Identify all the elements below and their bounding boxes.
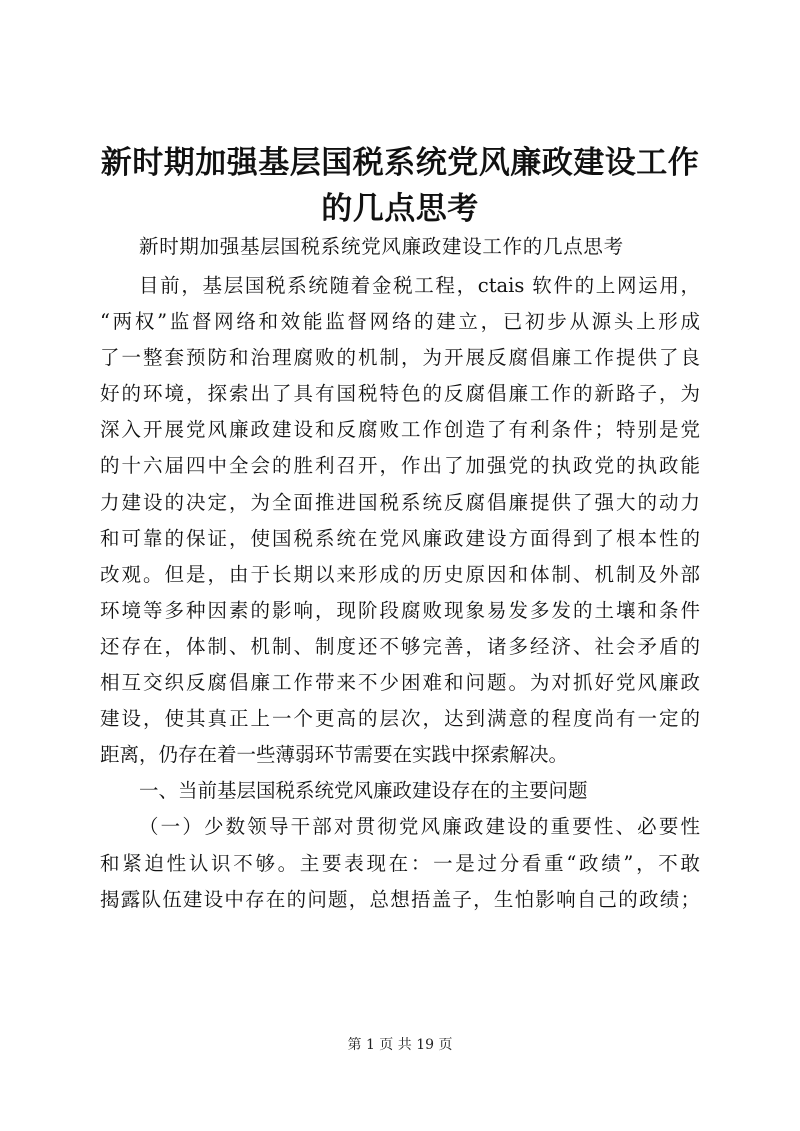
body-line: 环境等多种因素的影响，现阶段腐败现象易发多发的土壤和条件	[100, 598, 700, 622]
body-line: 的十六届四中全会的胜利召开，作出了加强党的执政党的执政能	[100, 454, 700, 478]
body-line: 和紧迫性认识不够。主要表现在：一是过分看重“政绩”，不敢	[100, 851, 700, 875]
body-line: 距离，仍存在着一些薄弱环节需要在实践中探索解决。	[100, 743, 569, 767]
body-line: 相互交织反腐倡廉工作带来不少困难和问题。为对抓好党风廉政	[100, 671, 700, 695]
body-line: 深入开展党风廉政建设和反腐败工作创造了有利条件；特别是党	[100, 418, 700, 442]
body-line: 揭露队伍建设中存在的问题，总想捂盖子，生怕影响自己的政绩；	[100, 887, 700, 911]
body-line: 和可靠的保证，使国税系统在党风廉政建设方面得到了根本性的	[100, 526, 700, 550]
body-line: 了一整套预防和治理腐败的机制，为开展反腐倡廉工作提供了良	[100, 346, 700, 370]
body-line: 改观。但是，由于长期以来形成的历史原因和体制、机制及外部	[100, 562, 700, 586]
body-line: 好的环境，探索出了具有国税特色的反腐倡廉工作的新路子，为	[100, 382, 700, 406]
section-heading: 一、当前基层国税系统党风廉政建设存在的主要问题	[139, 779, 588, 803]
body-line: 建设，使其真正上一个更高的层次，达到满意的程度尚有一定的	[100, 707, 700, 731]
document-title: 新时期加强基层国税系统党风廉政建设工作的几点思考	[100, 145, 700, 227]
body-line: 还存在，体制、机制、制度还不够完善，诸多经济、社会矛盾的	[100, 634, 700, 658]
body-line: “两权”监督网络和效能监督网络的建立，已初步从源头上形成	[100, 310, 700, 334]
body-line: 力建设的决定，为全面推进国税系统反腐倡廉提供了强大的动力	[100, 490, 700, 514]
document-subtitle: 新时期加强基层国税系统党风廉政建设工作的几点思考	[139, 235, 624, 258]
body-line: 目前，基层国税系统随着金税工程，ctais 软件的上网运用，	[139, 274, 700, 297]
body-line: （一）少数领导干部对贯彻党风廉政建设的重要性、必要性	[139, 815, 700, 839]
page-number: 第 1 页 共 19 页	[347, 1037, 453, 1053]
document-body	[100, 268, 700, 918]
